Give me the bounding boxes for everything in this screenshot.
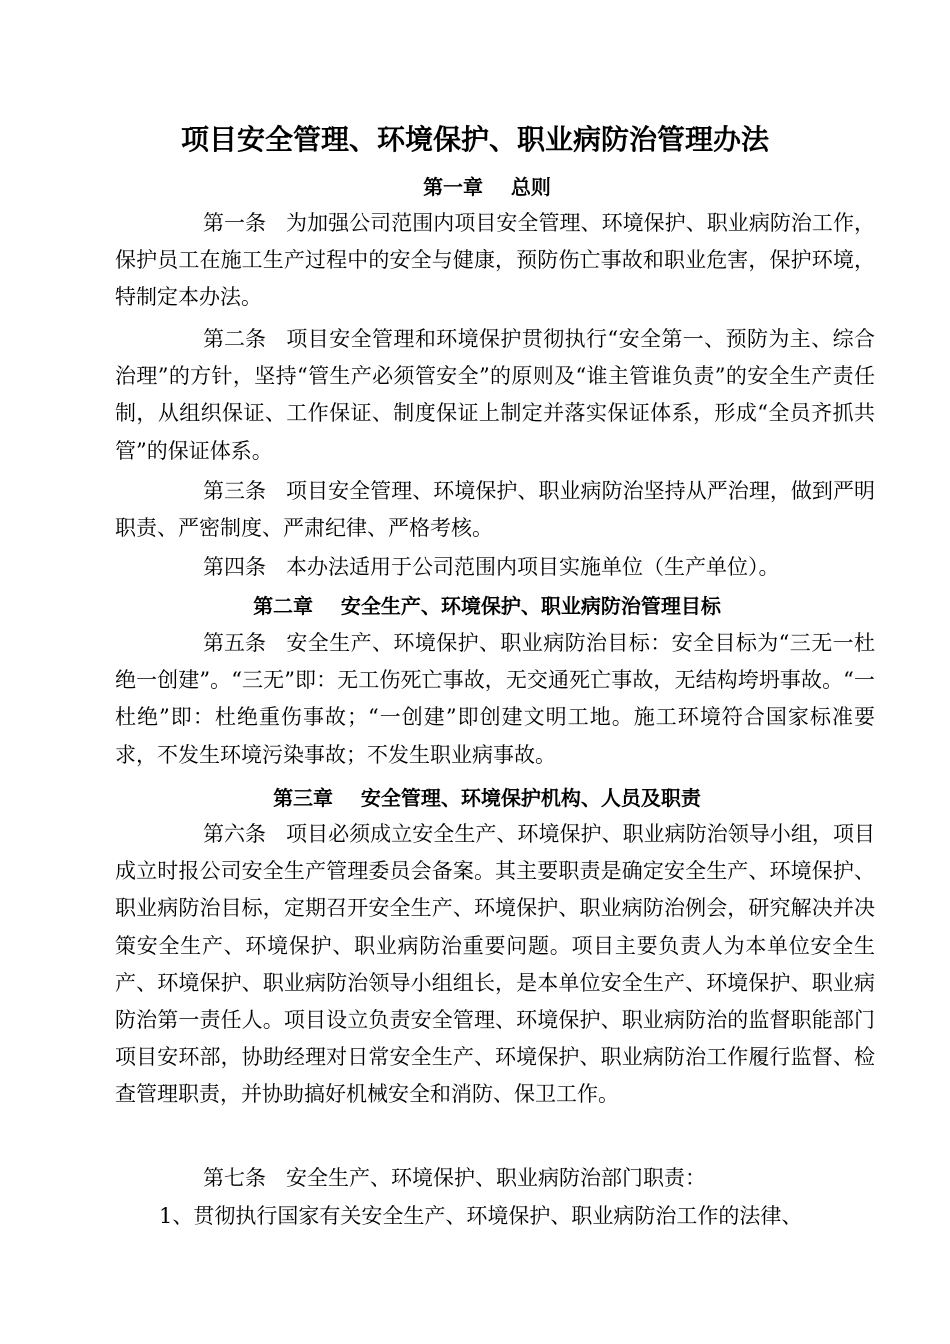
article-text: 为加强公司范围内项目安全管理、环境保护、职业病防治工作，保护员工在施工生产过程中的安全与健康，预防伤亡事故和职业危害，保护环境，特制定本办法。 <box>115 211 875 310</box>
article-3 <box>115 473 875 547</box>
article-2 <box>115 321 875 470</box>
article-number: 第四条 <box>203 555 266 579</box>
article-number: 第五条 <box>203 631 266 655</box>
chapter-heading-1: 第一章 总则 <box>423 175 551 199</box>
article-6 <box>115 816 875 1114</box>
article-number: 第一条 <box>203 211 266 235</box>
chapter-heading-3: 第三章 安全管理、环境保护机构、人员及职责 <box>273 786 701 810</box>
article-text: 项目安全管理、环境保护、职业病防治坚持从严治理，做到严明职责、严密制度、严肃纪律、严格考核。 <box>115 479 875 541</box>
article-text: 安全生产、环境保护、职业病防治目标：安全目标为“三无一杜绝一创建”。“三无”即：无工伤死亡事故，无交通死亡事故，无结构垮坍事故。“一杜绝”即：杜绝重伤事故；“一创建”即创建文明工地。施工环境符合国家标准要求，不发生环境污染事故；不发生职业病事故。 <box>115 631 875 767</box>
article-number: 第七条 <box>203 1166 266 1190</box>
article-1 <box>115 205 875 317</box>
article-text: 项目安全管理和环境保护贯彻执行“安全第一、预防为主、综合治理”的方针，坚持“管生产必须管安全”的原则及“谁主管谁负责”的安全生产责任制，从组织保证、工作保证、制度保证上制定并落实保证体系，形成“全员齐抓共管”的保证体系。 <box>115 327 875 463</box>
article-number: 第三条 <box>203 479 266 503</box>
article-text: 本办法适用于公司范围内项目实施单位（生产单位）。 <box>286 555 780 579</box>
list-item-1: 1、贯彻执行国家有关安全生产、环境保护、职业病防治工作的法律、 <box>159 1204 803 1228</box>
article-4 <box>115 549 875 586</box>
article-text: 安全生产、环境保护、职业病防治部门职责： <box>286 1166 706 1190</box>
article-5 <box>115 625 875 774</box>
article-text: 项目必须成立安全生产、环境保护、职业病防治领导小组，项目成立时报公司安全生产管理委员会备案。其主要职责是确定安全生产、环境保护、职业病防治目标，定期召开安全生产、环境保护、职业病防治例会，研究解决并决策安全生产、环境保护、职业病防治重要问题。项目主要负责人为本单位安全生产、环境保护、职业病防治领导小组组长，是本单位安全生产、环境保护、职业病防治第一责任人。项目设立负责安全管理、环境保护、职业病防治的监督职能部门项目安环部，协助经理对日常安全生产、环境保护、职业病防治工作履行监督、检查管理职责，并协助搞好机械安全和消防、保卫工作。 <box>115 822 875 1107</box>
article-number: 第二条 <box>203 327 266 351</box>
document-title: 项目安全管理、环境保护、职业病防治管理办法 <box>180 123 769 156</box>
chapter-heading-2: 第二章 安全生产、环境保护、职业病防治管理目标 <box>253 594 721 618</box>
article-7 <box>115 1160 875 1197</box>
article-number: 第六条 <box>203 822 266 846</box>
